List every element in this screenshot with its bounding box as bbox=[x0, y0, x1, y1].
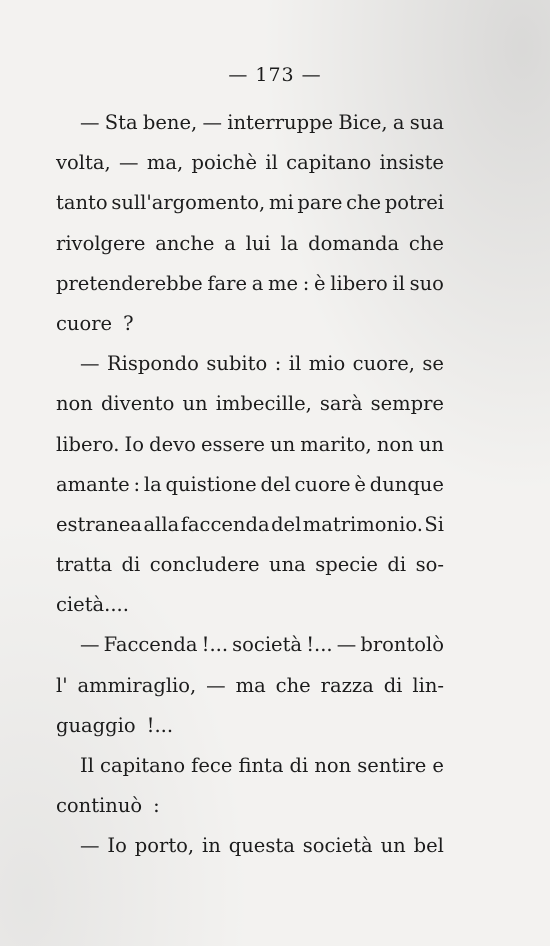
word: libero bbox=[330, 271, 388, 295]
word: subito bbox=[206, 352, 268, 376]
word: me bbox=[268, 271, 299, 295]
text-line bbox=[56, 344, 444, 384]
word: ? bbox=[123, 311, 134, 335]
page-number: — 173 — bbox=[228, 64, 322, 86]
word: quistione bbox=[165, 472, 257, 496]
word: Faccenda bbox=[103, 633, 198, 657]
word: rivolgere bbox=[56, 231, 146, 255]
text-line bbox=[56, 706, 444, 746]
word: è bbox=[354, 472, 366, 496]
word: specie bbox=[315, 553, 378, 577]
word: un bbox=[270, 432, 296, 456]
word: — bbox=[202, 111, 222, 134]
word: società bbox=[232, 633, 303, 657]
word: so- bbox=[415, 553, 444, 577]
word: un bbox=[418, 432, 444, 456]
word: di bbox=[387, 553, 407, 577]
text-line bbox=[56, 746, 444, 786]
word: sua bbox=[409, 111, 444, 134]
word: guaggio bbox=[56, 713, 136, 737]
word: del bbox=[260, 472, 291, 496]
word: concludere bbox=[149, 553, 260, 577]
word: insiste bbox=[379, 151, 444, 175]
word: Io bbox=[107, 834, 127, 858]
text-line bbox=[56, 224, 444, 264]
word: società bbox=[302, 834, 373, 858]
word: capitano bbox=[100, 754, 186, 777]
word: fare bbox=[207, 271, 248, 295]
word: anche bbox=[155, 231, 215, 255]
word: porto, bbox=[134, 834, 195, 858]
word: a bbox=[224, 231, 236, 255]
word: — bbox=[80, 633, 100, 657]
word: a bbox=[251, 271, 264, 295]
word: : bbox=[153, 794, 160, 818]
word: sempre bbox=[370, 392, 444, 416]
word: un bbox=[182, 392, 208, 416]
word: !... bbox=[306, 633, 333, 657]
word: di bbox=[121, 553, 141, 577]
word: capitano bbox=[286, 151, 372, 175]
word: Sta bbox=[104, 111, 138, 134]
word: tratta bbox=[56, 553, 113, 577]
word: Il bbox=[80, 754, 94, 777]
word: libero. bbox=[56, 432, 120, 456]
word: tanto bbox=[56, 191, 108, 215]
text-line bbox=[56, 666, 444, 706]
word: pretenderebbe bbox=[56, 271, 203, 295]
word: la bbox=[280, 231, 299, 255]
body-text bbox=[56, 103, 444, 867]
word: sull'argomento, bbox=[111, 191, 266, 215]
word: domanda bbox=[308, 231, 400, 255]
word: : bbox=[274, 352, 282, 376]
word: in bbox=[202, 834, 221, 858]
word: l' bbox=[56, 673, 68, 697]
word: cuore bbox=[56, 311, 113, 335]
text-line bbox=[56, 103, 444, 143]
word: razza bbox=[320, 673, 374, 697]
text-line bbox=[56, 143, 444, 183]
word: — bbox=[206, 673, 226, 697]
word: Bice, bbox=[338, 111, 388, 134]
word: non bbox=[376, 432, 414, 456]
word: sarà bbox=[319, 392, 363, 416]
word: continuò bbox=[56, 794, 143, 818]
word: faccenda bbox=[180, 512, 270, 536]
word: alla bbox=[143, 512, 180, 536]
word: lui bbox=[245, 231, 271, 255]
word: di bbox=[289, 754, 309, 777]
word: finta bbox=[238, 754, 284, 777]
word: che bbox=[275, 673, 311, 697]
word: che bbox=[346, 191, 382, 215]
word: ammiraglio, bbox=[77, 673, 197, 697]
word: — bbox=[80, 352, 100, 376]
word: matrimonio. bbox=[302, 512, 423, 536]
word: volta, bbox=[56, 151, 111, 175]
word: pare bbox=[297, 191, 343, 215]
text-line bbox=[56, 786, 444, 826]
word: suo bbox=[409, 271, 444, 295]
word: — bbox=[336, 633, 357, 657]
word: poichè bbox=[191, 151, 257, 175]
word: ma, bbox=[146, 151, 184, 175]
word: di bbox=[383, 673, 403, 697]
word: non bbox=[314, 754, 352, 777]
word: !... bbox=[201, 633, 229, 657]
word: la bbox=[143, 472, 162, 496]
word: il bbox=[288, 352, 302, 376]
word: che bbox=[408, 231, 444, 255]
text-line bbox=[56, 625, 444, 665]
text-line bbox=[56, 465, 444, 505]
word: interruppe bbox=[227, 111, 334, 134]
word: è bbox=[314, 271, 326, 295]
word: divento bbox=[100, 392, 175, 416]
text-line bbox=[56, 384, 444, 424]
word: se bbox=[422, 352, 444, 376]
text-line bbox=[56, 183, 444, 223]
word: mio bbox=[308, 352, 346, 376]
word: cuore bbox=[294, 472, 351, 496]
word: a bbox=[392, 111, 405, 134]
word: Io bbox=[124, 432, 144, 456]
word: fece bbox=[191, 754, 233, 777]
word: il bbox=[392, 271, 405, 295]
text-line bbox=[56, 545, 444, 585]
word: — bbox=[80, 834, 100, 858]
word: Rispondo bbox=[106, 352, 199, 376]
word: — bbox=[119, 151, 139, 175]
word: amante bbox=[56, 472, 130, 496]
word: e bbox=[432, 754, 444, 777]
word: !... bbox=[146, 713, 174, 737]
word: ma bbox=[235, 673, 266, 697]
word: potrei bbox=[384, 191, 444, 215]
word: mi bbox=[268, 191, 294, 215]
word: imbecille, bbox=[215, 392, 312, 416]
word: cietà.... bbox=[56, 593, 129, 617]
word: un bbox=[380, 834, 406, 858]
text-line bbox=[56, 304, 444, 344]
word: essere bbox=[200, 432, 265, 456]
word: sentire bbox=[357, 754, 427, 777]
text-line bbox=[56, 425, 444, 465]
word: estranea bbox=[56, 512, 143, 536]
word: non bbox=[56, 392, 93, 416]
word: bel bbox=[413, 834, 444, 858]
text-line bbox=[56, 826, 444, 866]
word: il bbox=[265, 151, 278, 175]
word: : bbox=[302, 271, 310, 295]
word: dunque bbox=[369, 472, 444, 496]
word: lin- bbox=[412, 673, 444, 697]
word: : bbox=[133, 472, 141, 496]
text-line bbox=[56, 585, 444, 625]
word: — bbox=[80, 111, 100, 134]
text-line bbox=[56, 264, 444, 304]
word: marito, bbox=[300, 432, 372, 456]
word: una bbox=[269, 553, 306, 577]
word: questa bbox=[228, 834, 295, 858]
text-line bbox=[56, 505, 444, 545]
word: bene, bbox=[142, 111, 198, 134]
word: del bbox=[271, 512, 302, 536]
word: devo bbox=[149, 432, 196, 456]
word: brontolò bbox=[360, 633, 444, 657]
word: Si bbox=[424, 512, 444, 536]
word: cuore, bbox=[352, 352, 415, 376]
